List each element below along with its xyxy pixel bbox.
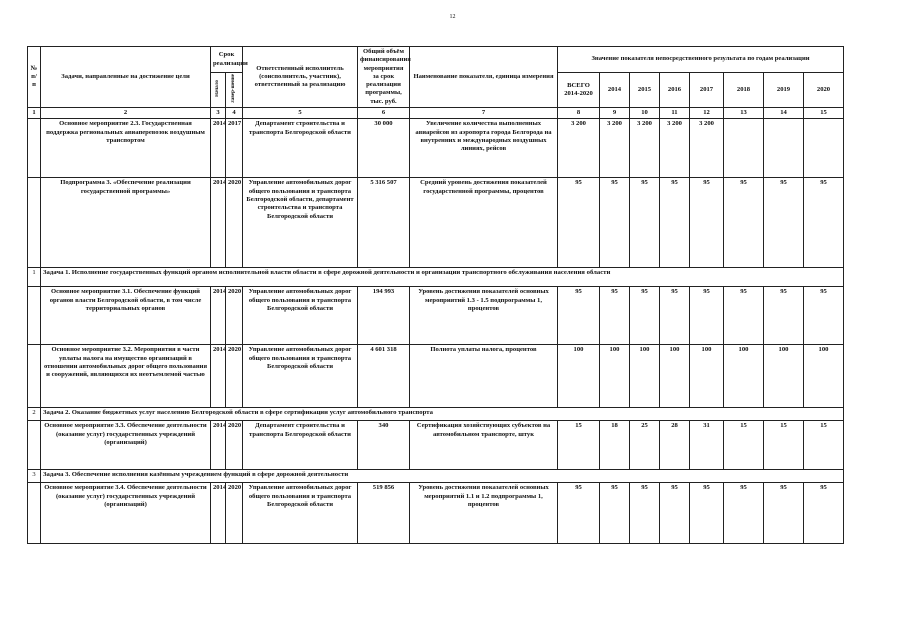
column-number: 5 <box>243 108 358 119</box>
financing-amount: 194 993 <box>358 287 410 345</box>
indicator-value: 15 <box>804 421 844 470</box>
header-row-1 <box>28 47 844 73</box>
responsible-executor: Департамент строительства и транспорта Белгородской области <box>243 119 358 178</box>
end-year: 2020 <box>226 345 243 408</box>
indicator-name: Средний уровень достижения показателей государственной программы, процентов <box>410 178 558 268</box>
indicator-name: Уровень достижения показателей основных мероприятий 1.3 - 1.5 подпрограммы 1, процентов <box>410 287 558 345</box>
year-header: 2019 <box>764 73 804 108</box>
financing-amount: 5 316 507 <box>358 178 410 268</box>
task-row <box>28 268 844 287</box>
indicator-value: 95 <box>600 483 630 544</box>
indicator-value: 15 <box>724 421 764 470</box>
indicator-value: 3 200 <box>630 119 660 178</box>
column-number: 9 <box>600 108 630 119</box>
col-term-header: Срок реализации <box>211 47 243 73</box>
table-row <box>28 287 844 345</box>
activity-name: Основное мероприятие 3.3. Обеспечение деятельности (оказание услуг) государственных учреждений (организаций) <box>41 421 211 470</box>
indicator-value: 95 <box>690 178 724 268</box>
activity-name: Основное мероприятие 3.1. Обеспечение функций органов власти Белгородской области, в том числе территориальных органов <box>41 287 211 345</box>
responsible-executor: Департамент строительства и транспорта Белгородской области <box>243 421 358 470</box>
financing-amount: 519 856 <box>358 483 410 544</box>
col-end-header: Завер-шение <box>226 73 243 108</box>
task-text: Задача 3. Обеспечение исполнения казённым учреждением функций в сфере дорожной деятельности <box>41 470 844 483</box>
indicator-value: 95 <box>558 178 600 268</box>
row-number <box>28 287 41 345</box>
indicator-value: 18 <box>600 421 630 470</box>
col-start-header: Начало <box>211 73 226 108</box>
start-year: 2014 <box>211 483 226 544</box>
column-number: 14 <box>764 108 804 119</box>
indicator-value: 3 200 <box>558 119 600 178</box>
responsible-executor: Управление автомобильных дорог общего пользования и транспорта Белгородской области, департамент строительства и транспорта Белгородской области <box>243 178 358 268</box>
task-number: 3 <box>28 470 41 483</box>
column-number: 11 <box>660 108 690 119</box>
indicator-value: 95 <box>690 483 724 544</box>
indicator-value: 95 <box>660 483 690 544</box>
program-table <box>27 46 844 544</box>
activity-name: Основное мероприятие 3.2. Мероприятия в части уплаты налога на имущество организаций в отношении автомобильных дорог общего пользования и сооружений, являющихся их неотъемлемой частью <box>41 345 211 408</box>
column-number: 12 <box>690 108 724 119</box>
column-number: 8 <box>558 108 600 119</box>
year-header: 2017 <box>690 73 724 108</box>
column-number: 15 <box>804 108 844 119</box>
end-year: 2020 <box>226 287 243 345</box>
task-number: 1 <box>28 268 41 287</box>
task-row <box>28 470 844 483</box>
indicator-value: 15 <box>764 421 804 470</box>
indicator-value: 3 200 <box>690 119 724 178</box>
indicator-value: 95 <box>724 178 764 268</box>
start-year: 2014 <box>211 421 226 470</box>
column-number: 13 <box>724 108 764 119</box>
activity-name: Подпрограмма 3. «Обеспечение реализации государственной программы» <box>41 178 211 268</box>
indicator-value: 100 <box>630 345 660 408</box>
start-year: 2014 <box>211 287 226 345</box>
year-header: 2018 <box>724 73 764 108</box>
indicator-value <box>724 119 764 178</box>
indicator-value: 95 <box>630 483 660 544</box>
row-number <box>28 119 41 178</box>
responsible-executor: Управление автомобильных дорог общего пользования и транспорта Белгородской области <box>243 483 358 544</box>
table-body <box>28 119 844 544</box>
table-row <box>28 178 844 268</box>
start-year: 2014 <box>211 178 226 268</box>
end-year: 2017 <box>226 119 243 178</box>
indicator-value <box>764 119 804 178</box>
indicator-value: 95 <box>660 287 690 345</box>
indicator-name: Увеличение количества выполненных авиарейсов из аэропорта города Белгорода на внутренних и международных воздушных линиях, рейсов <box>410 119 558 178</box>
indicator-value: 95 <box>630 287 660 345</box>
col-tasks-header: Задачи, направленные на достижение цели <box>41 47 211 108</box>
column-number: 2 <box>41 108 211 119</box>
task-row <box>28 408 844 421</box>
year-header: 2014 <box>600 73 630 108</box>
indicator-value: 95 <box>600 287 630 345</box>
col-num-header: № п/п <box>28 47 41 108</box>
indicator-value: 95 <box>558 483 600 544</box>
indicator-value: 100 <box>690 345 724 408</box>
indicator-value: 95 <box>724 483 764 544</box>
indicator-value: 95 <box>660 178 690 268</box>
indicator-value: 100 <box>600 345 630 408</box>
column-number: 3 <box>211 108 226 119</box>
col-responsible-header: Ответственный исполнитель (соисполнитель, участник), ответственный за реализацию <box>243 47 358 108</box>
indicator-value: 100 <box>660 345 690 408</box>
task-text: Задача 2. Оказание бюджетных услуг населению Белгородской области в сфере сертификации услуг автомобильного транспорта <box>41 408 844 421</box>
row-number <box>28 178 41 268</box>
activity-name: Основное мероприятие 3.4. Обеспечение деятельности (оказание услуг) государственных учреждений (организаций) <box>41 483 211 544</box>
indicator-name: Сертификация хозяйствующих субъектов на автомобильном транспорте, штук <box>410 421 558 470</box>
indicator-value: 31 <box>690 421 724 470</box>
indicator-value: 95 <box>724 287 764 345</box>
column-number: 6 <box>358 108 410 119</box>
indicator-value: 3 200 <box>600 119 630 178</box>
column-number: 7 <box>410 108 558 119</box>
indicator-value: 95 <box>804 287 844 345</box>
end-year: 2020 <box>226 483 243 544</box>
indicator-value: 100 <box>558 345 600 408</box>
indicator-value: 15 <box>558 421 600 470</box>
indicator-value <box>804 119 844 178</box>
col-indicator-header: Наименование показателя, единица измерения <box>410 47 558 108</box>
start-year: 2014 <box>211 345 226 408</box>
financing-amount: 30 000 <box>358 119 410 178</box>
responsible-executor: Управление автомобильных дорог общего пользования и транспорта Белгородской области <box>243 345 358 408</box>
activity-name: Основное мероприятие 2.3. Государственная поддержка региональных авиаперевозок воздушным транспортом <box>41 119 211 178</box>
indicator-value: 95 <box>764 287 804 345</box>
start-year: 2014 <box>211 119 226 178</box>
year-header: 2015 <box>630 73 660 108</box>
indicator-value: 28 <box>660 421 690 470</box>
indicator-value: 100 <box>804 345 844 408</box>
row-number <box>28 345 41 408</box>
indicator-value: 95 <box>600 178 630 268</box>
table-row <box>28 483 844 544</box>
end-year: 2020 <box>226 421 243 470</box>
task-text: Задача 1. Исполнение государственных функций органом исполнительной власти области в сфере дорожной деятельности и организации транспортного обслуживания населения области <box>41 268 844 287</box>
indicator-value: 95 <box>690 287 724 345</box>
indicator-value: 95 <box>804 483 844 544</box>
task-number: 2 <box>28 408 41 421</box>
financing-amount: 4 601 318 <box>358 345 410 408</box>
indicator-name: Уровень достижения показателей основных мероприятий 1.1 и 1.2 подпрограммы 1, процентов <box>410 483 558 544</box>
indicator-value: 100 <box>724 345 764 408</box>
indicator-value: 25 <box>630 421 660 470</box>
responsible-executor: Управление автомобильных дорог общего пользования и транспорта Белгородской области <box>243 287 358 345</box>
table-row <box>28 119 844 178</box>
page-number: 12 <box>449 14 456 20</box>
column-number: 1 <box>28 108 41 119</box>
column-number-row <box>28 108 844 119</box>
indicator-name: Полнота уплаты налога, процентов <box>410 345 558 408</box>
column-number: 4 <box>226 108 243 119</box>
indicator-value: 95 <box>558 287 600 345</box>
year-header: 2016 <box>660 73 690 108</box>
year-header: 2020 <box>804 73 844 108</box>
financing-amount: 340 <box>358 421 410 470</box>
end-year: 2020 <box>226 178 243 268</box>
column-number: 10 <box>630 108 660 119</box>
indicator-value: 95 <box>764 483 804 544</box>
indicator-value: 95 <box>630 178 660 268</box>
indicator-value: 3 200 <box>660 119 690 178</box>
col-values-header: Значение показателя непосредственного результата по годам реализации <box>558 47 844 73</box>
table-row <box>28 345 844 408</box>
table-row <box>28 421 844 470</box>
indicator-value: 100 <box>764 345 804 408</box>
row-number <box>28 421 41 470</box>
col-financing-header: Общий объём финансирования мероприятия за срок реализации программы, тыс. руб. <box>358 47 410 108</box>
year-header: ВСЕГО 2014-2020 <box>558 73 600 108</box>
indicator-value: 95 <box>764 178 804 268</box>
indicator-value: 95 <box>804 178 844 268</box>
row-number <box>28 483 41 544</box>
